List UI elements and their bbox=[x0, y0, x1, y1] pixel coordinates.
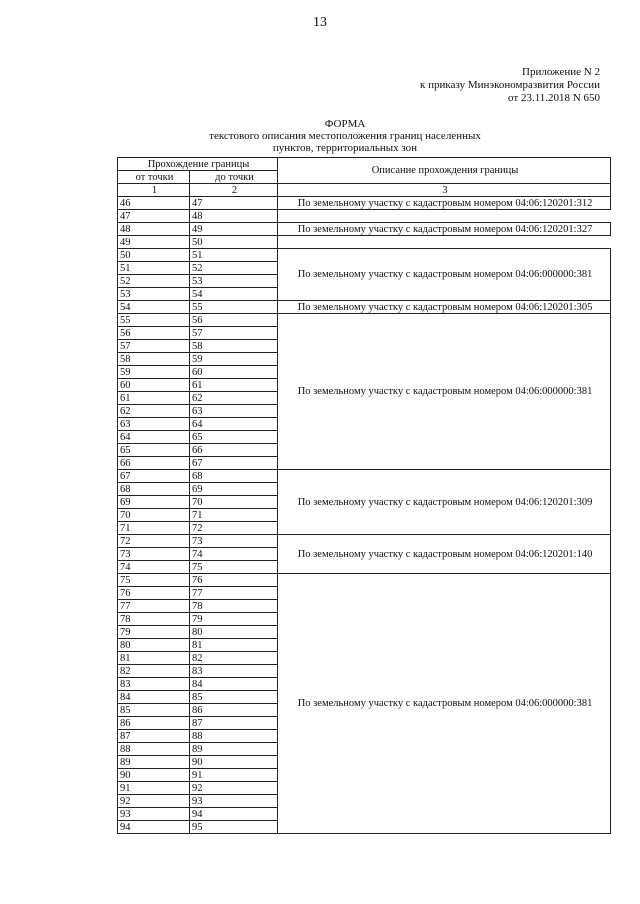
from-point-cell: 78 bbox=[118, 613, 190, 626]
boundary-description-cell: По земельному участку с кадастровым номером 04:06:000000:381 bbox=[278, 249, 611, 301]
table-row bbox=[118, 314, 611, 327]
from-point-cell: 84 bbox=[118, 691, 190, 704]
from-point-cell: 46 bbox=[118, 197, 190, 210]
table-row bbox=[118, 574, 611, 587]
to-point-cell: 73 bbox=[190, 535, 278, 548]
header-col-3: 3 bbox=[278, 184, 611, 197]
to-point-cell: 86 bbox=[190, 704, 278, 717]
from-point-cell: 50 bbox=[118, 249, 190, 262]
from-point-cell: 77 bbox=[118, 600, 190, 613]
to-point-cell: 83 bbox=[190, 665, 278, 678]
to-point-cell: 95 bbox=[190, 821, 278, 834]
to-point-cell: 81 bbox=[190, 639, 278, 652]
to-point-cell: 52 bbox=[190, 262, 278, 275]
to-point-cell: 49 bbox=[190, 223, 278, 236]
from-point-cell: 54 bbox=[118, 301, 190, 314]
from-point-cell: 61 bbox=[118, 392, 190, 405]
header-col-1: 1 bbox=[118, 184, 190, 197]
table-body bbox=[118, 197, 611, 834]
from-point-cell: 53 bbox=[118, 288, 190, 301]
from-point-cell: 66 bbox=[118, 457, 190, 470]
to-point-cell: 76 bbox=[190, 574, 278, 587]
to-point-cell: 59 bbox=[190, 353, 278, 366]
header-to-point: до точки bbox=[190, 171, 278, 184]
form-subtitle-line-1: текстового описания местоположения границ населенных bbox=[209, 130, 481, 142]
to-point-cell: 57 bbox=[190, 327, 278, 340]
table-row bbox=[118, 210, 611, 223]
from-point-cell: 52 bbox=[118, 275, 190, 288]
from-point-cell: 70 bbox=[118, 509, 190, 522]
page-number: 13 bbox=[313, 15, 327, 30]
form-subtitle-line-2: пунктов, территориальных зон bbox=[272, 142, 418, 154]
from-point-cell: 94 bbox=[118, 821, 190, 834]
to-point-cell: 80 bbox=[190, 626, 278, 639]
table-row bbox=[118, 301, 611, 314]
from-point-cell: 69 bbox=[118, 496, 190, 509]
from-point-cell: 85 bbox=[118, 704, 190, 717]
boundary-description-cell: По земельному участку с кадастровым номером 04:06:120201:327 bbox=[278, 223, 611, 236]
from-point-cell: 49 bbox=[118, 236, 190, 249]
to-point-cell: 91 bbox=[190, 769, 278, 782]
to-point-cell: 50 bbox=[190, 236, 278, 249]
appendix-header bbox=[420, 66, 600, 105]
to-point-cell: 65 bbox=[190, 431, 278, 444]
form-title-block bbox=[200, 118, 490, 154]
table-row bbox=[118, 470, 611, 483]
from-point-cell: 93 bbox=[118, 808, 190, 821]
from-point-cell: 64 bbox=[118, 431, 190, 444]
table-row bbox=[118, 223, 611, 236]
to-point-cell: 93 bbox=[190, 795, 278, 808]
from-point-cell: 80 bbox=[118, 639, 190, 652]
to-point-cell: 89 bbox=[190, 743, 278, 756]
from-point-cell: 51 bbox=[118, 262, 190, 275]
boundary-description-cell: По земельному участку с кадастровым номером 04:06:120201:312 bbox=[278, 197, 611, 210]
to-point-cell: 87 bbox=[190, 717, 278, 730]
appendix-line-2: к приказу Минэкономразвития России bbox=[420, 79, 600, 91]
from-point-cell: 65 bbox=[118, 444, 190, 457]
from-point-cell: 56 bbox=[118, 327, 190, 340]
header-passage: Прохождение границы bbox=[118, 158, 278, 171]
to-point-cell: 74 bbox=[190, 548, 278, 561]
to-point-cell: 54 bbox=[190, 288, 278, 301]
from-point-cell: 59 bbox=[118, 366, 190, 379]
from-point-cell: 62 bbox=[118, 405, 190, 418]
to-point-cell: 66 bbox=[190, 444, 278, 457]
to-point-cell: 47 bbox=[190, 197, 278, 210]
boundary-description-cell: По земельному участку с кадастровым номером 04:06:120201:305 bbox=[278, 301, 611, 314]
from-point-cell: 55 bbox=[118, 314, 190, 327]
table-row bbox=[118, 236, 611, 249]
header-from-point: от точки bbox=[118, 171, 190, 184]
empty-description-gap bbox=[278, 236, 611, 249]
to-point-cell: 51 bbox=[190, 249, 278, 262]
from-point-cell: 73 bbox=[118, 548, 190, 561]
from-point-cell: 86 bbox=[118, 717, 190, 730]
boundary-description-cell: По земельному участку с кадастровым номером 04:06:000000:381 bbox=[278, 314, 611, 470]
appendix-line-3: от 23.11.2018 N 650 bbox=[508, 92, 600, 104]
to-point-cell: 58 bbox=[190, 340, 278, 353]
boundary-table bbox=[117, 157, 611, 834]
from-point-cell: 48 bbox=[118, 223, 190, 236]
boundary-description-cell: По земельному участку с кадастровым номером 04:06:000000:381 bbox=[278, 574, 611, 834]
from-point-cell: 63 bbox=[118, 418, 190, 431]
from-point-cell: 74 bbox=[118, 561, 190, 574]
from-point-cell: 47 bbox=[118, 210, 190, 223]
to-point-cell: 85 bbox=[190, 691, 278, 704]
to-point-cell: 79 bbox=[190, 613, 278, 626]
to-point-cell: 68 bbox=[190, 470, 278, 483]
to-point-cell: 71 bbox=[190, 509, 278, 522]
to-point-cell: 88 bbox=[190, 730, 278, 743]
from-point-cell: 68 bbox=[118, 483, 190, 496]
to-point-cell: 92 bbox=[190, 782, 278, 795]
to-point-cell: 78 bbox=[190, 600, 278, 613]
to-point-cell: 84 bbox=[190, 678, 278, 691]
to-point-cell: 48 bbox=[190, 210, 278, 223]
from-point-cell: 88 bbox=[118, 743, 190, 756]
from-point-cell: 90 bbox=[118, 769, 190, 782]
from-point-cell: 81 bbox=[118, 652, 190, 665]
from-point-cell: 76 bbox=[118, 587, 190, 600]
from-point-cell: 71 bbox=[118, 522, 190, 535]
to-point-cell: 62 bbox=[190, 392, 278, 405]
to-point-cell: 94 bbox=[190, 808, 278, 821]
to-point-cell: 64 bbox=[190, 418, 278, 431]
table-row bbox=[118, 249, 611, 262]
boundary-description-cell: По земельному участку с кадастровым номером 04:06:120201:309 bbox=[278, 470, 611, 535]
to-point-cell: 75 bbox=[190, 561, 278, 574]
appendix-line-1: Приложение N 2 bbox=[522, 66, 600, 78]
to-point-cell: 55 bbox=[190, 301, 278, 314]
from-point-cell: 72 bbox=[118, 535, 190, 548]
to-point-cell: 63 bbox=[190, 405, 278, 418]
from-point-cell: 79 bbox=[118, 626, 190, 639]
from-point-cell: 82 bbox=[118, 665, 190, 678]
from-point-cell: 91 bbox=[118, 782, 190, 795]
header-col-2: 2 bbox=[190, 184, 278, 197]
to-point-cell: 77 bbox=[190, 587, 278, 600]
to-point-cell: 61 bbox=[190, 379, 278, 392]
boundary-description-cell: По земельному участку с кадастровым номером 04:06:120201:140 bbox=[278, 535, 611, 574]
table-row bbox=[118, 197, 611, 210]
to-point-cell: 70 bbox=[190, 496, 278, 509]
from-point-cell: 87 bbox=[118, 730, 190, 743]
to-point-cell: 67 bbox=[190, 457, 278, 470]
from-point-cell: 67 bbox=[118, 470, 190, 483]
to-point-cell: 90 bbox=[190, 756, 278, 769]
form-title: ФОРМА bbox=[324, 118, 366, 130]
to-point-cell: 53 bbox=[190, 275, 278, 288]
from-point-cell: 89 bbox=[118, 756, 190, 769]
to-point-cell: 60 bbox=[190, 366, 278, 379]
to-point-cell: 69 bbox=[190, 483, 278, 496]
table-row bbox=[118, 535, 611, 548]
from-point-cell: 58 bbox=[118, 353, 190, 366]
to-point-cell: 82 bbox=[190, 652, 278, 665]
to-point-cell: 56 bbox=[190, 314, 278, 327]
from-point-cell: 75 bbox=[118, 574, 190, 587]
from-point-cell: 57 bbox=[118, 340, 190, 353]
empty-description-gap bbox=[278, 210, 611, 223]
from-point-cell: 83 bbox=[118, 678, 190, 691]
from-point-cell: 60 bbox=[118, 379, 190, 392]
to-point-cell: 72 bbox=[190, 522, 278, 535]
from-point-cell: 92 bbox=[118, 795, 190, 808]
header-description: Описание прохождения границы bbox=[278, 158, 611, 184]
